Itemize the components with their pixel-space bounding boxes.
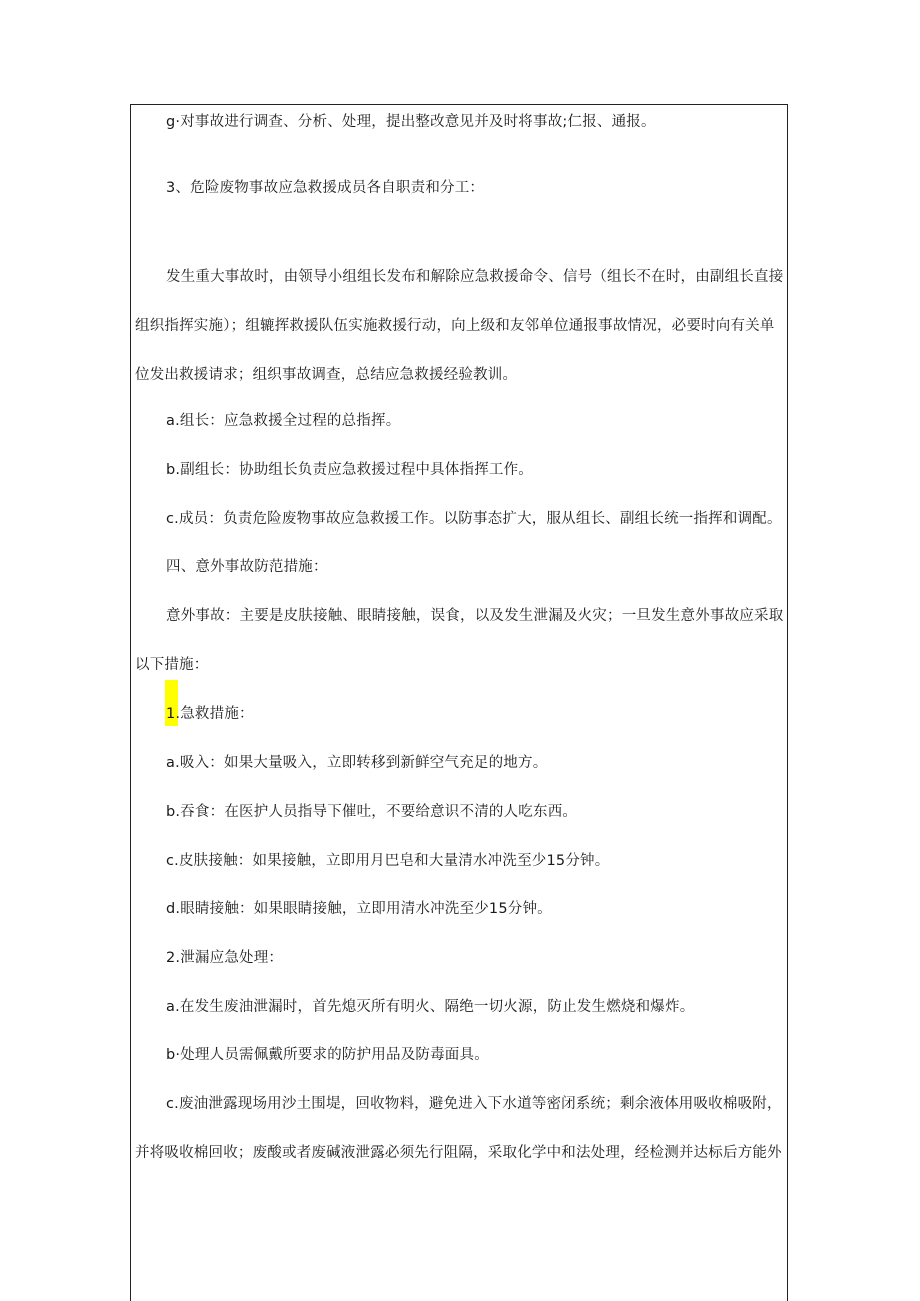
paragraph-line-g-investigation: g·对事故进行调查、分析、处理，提出整改意见并及时将事故;仁报、通报。 <box>166 114 656 130</box>
list-item-containment-1: c.废油泄露现场用沙土围堤，回收物料，避免进入下水道等密闭系统；剩余液体用吸收棉吸附， <box>166 1096 782 1112</box>
list-item-eye-contact: d.眼睛接触：如果眼睛接触，立即用清水冲洗至少15分钟。 <box>166 901 552 917</box>
section-heading-duties: 3、危险废物事故应急救援成员各自职责和分工： <box>166 180 485 196</box>
list-item-leak-fire: a.在发生废油泄漏时，首先熄灭所有明火、隔绝一切火源，防止发生燃烧和爆炸。 <box>166 999 695 1015</box>
subheading-first-aid: 1.急救措施： <box>166 706 254 722</box>
list-item-members: c.成员：负责危险废物事故应急救援工作。以防事态扩大，服从组长、副组长统一指挥和调配。 <box>166 511 782 527</box>
list-item-containment-2: 并将吸收棉回收；废酸或者废碱液泄露必须先行阻隔，采取化学中和法处理，经检测并达标后方能外 <box>135 1145 782 1161</box>
list-item-inhalation: a.吸入：如果大量吸入，立即转移到新鲜空气充足的地方。 <box>166 755 548 771</box>
paragraph-line-accident-1: 意外事故：主要是皮肤接触、眼睛接触，误食，以及发生泄漏及火灾；一旦发生意外事故应采取 <box>166 608 784 624</box>
list-item-skin-contact: c.皮肤接触：如果接触，立即用月巴皂和大量清水冲洗至少15分钟。 <box>166 853 610 869</box>
paragraph-line-major-accident-1: 发生重大事故时，由领导小组组长发布和解除应急救援命令、信号（组长不在时，由副组长直接 <box>166 269 784 285</box>
list-item-ingestion: b.吞食：在医护人员指导下催吐，不要给意识不清的人吃东西。 <box>166 804 578 820</box>
list-item-team-leader: a.组长：应急救援全过程的总指挥。 <box>166 413 401 429</box>
paragraph-line-major-accident-2: 组织指挥实施）；组辘挥救援队伍实施救援行动，向上级和友邻单位通报事故情况，必要时向有关单 <box>135 318 775 334</box>
section-heading-prevention: 四、意外事故防范措施： <box>166 559 328 575</box>
list-item-protective-gear: b·处理人员需佩戴所要求的防护用品及防毒面具。 <box>166 1047 489 1063</box>
paragraph-line-accident-2: 以下措施： <box>135 657 209 673</box>
list-item-deputy-leader: b.副组长：协助组长负责应急救援过程中具体指挥工作。 <box>166 462 534 478</box>
subheading-leak-response: 2.泄漏应急处理： <box>166 950 284 966</box>
paragraph-line-major-accident-3: 位发出救援请求；组织事故调查，总结应急救援经验教训。 <box>135 367 518 383</box>
